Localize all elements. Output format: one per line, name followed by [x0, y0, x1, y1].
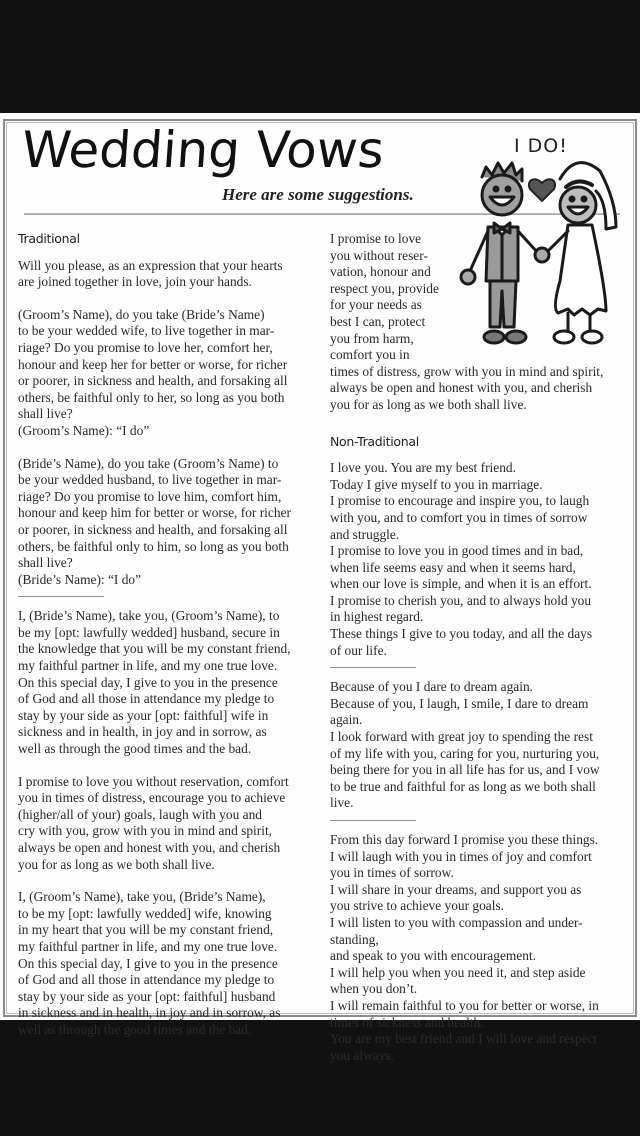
- page-title: Wedding Vows: [19, 121, 386, 179]
- section-separator: [330, 667, 416, 668]
- vow-paragraph: From this day forward I promise you these things. I will laugh with you in times of joy and comfort you in times of sorrow. I will share in your dreams, and support you as you strive to achieve your goals. I will listen to you with compassion and under- standing, and speak to you with encouragement. I will help you when you need it, and step aside when you don’t. I will remain faithful to you for better or worse, in times of sickness and health. You are my best friend and I will love and respect you always.: [330, 832, 599, 1063]
- section-separator: [330, 820, 416, 821]
- vow-paragraph: (Bride’s Name), do you take (Groom’s Name) to be your wedded husband, to live together in mar- riage? Do you promise to love him, comfort him, honour and keep him for better or worse, for richer or poorer, in sickness and health, and forsaking all others, be faithful only to him, so long as you both shall live? (Bride’s Name): “I do”: [18, 455, 291, 587]
- vow-paragraph: I, (Bride’s Name), take you, (Groom’s Name), to be my [opt: lawfully wedded] husband, secure in the knowledge that you will be my constant friend, my faithful partner in life, and my one true love. On this special day, I give to you in the presence of God and all those in attendance my pledge to stay by your side as your [opt: faithful] wife in sickness and in health, in joy and in sorrow, as well as through the good times and the bad.: [18, 608, 291, 757]
- vow-paragraph: Because of you I dare to dream again. Because of you, I laugh, I smile, I dare to dream again. I look forward with great joy to spending the rest of my life with you, caring for you, nurturing you, being there for you in all life has for us, and I vow to be true and faithful for as long as we both shall live.: [330, 679, 600, 811]
- right-column: [330, 231, 626, 1064]
- vows-page: [0, 113, 640, 1063]
- heart-icon: [529, 179, 555, 201]
- vow-paragraph: I, (Groom’s Name), take you, (Bride’s Name), to be my [opt: lawfully wedded] wife, knowing in my heart that you will be my constant friend, my faithful partner in life, and my one true love. On this special day, I give to you in the presence of God and all those in attendance my pledge to stay by your side as your [opt: faithful] husband in sickness and in health, in joy and in sorrow, as well as through the good times and the bad.: [18, 889, 281, 1037]
- vow-paragraph-continued: I promise to love you without reser- vation, honour and respect you, provide for your needs as best I can, protect you from harm, comfort you in times of distress, grow with you in mind and spirit, always be open and honest with you, and cherish you for as long as we both shall live.: [330, 231, 604, 412]
- section-separator: [18, 596, 104, 597]
- vow-paragraph: I promise to love you without reservation, comfort you in times of distress, encourage you to achieve (higher/all of your) goals, laugh with you and cry with you, grow with you in mind and spirit, always be open and honest with you, and cherish you for as long as we both shall live.: [18, 773, 289, 872]
- traditional-column: [18, 231, 324, 1039]
- page-subtitle: Here are some suggestions.: [222, 185, 414, 204]
- vow-paragraph: Will you please, as an expression that your hearts are joined together in love, join your hands.: [18, 257, 283, 290]
- vow-paragraph: (Groom’s Name), do you take (Bride’s Name) to be your wedded wife, to live together in mar- riage? Do you promise to love her, comfort her, honour and keep her for better or worse, for richer or poorer, in sickness and health, and forsaking all others, be faithful only to her, so long as you both shall live? (Groom’s Name): “I do”: [18, 306, 288, 438]
- vow-paragraph: I love you. You are my best friend. Today I give myself to you in marriage. I promise to encourage and inspire you, to laugh with you, and to comfort you in times of sorrow and struggle. I promise to love you in good times and in bad, when life seems easy and when it seems hard, when our love is simple, and when it is an effort. I promise to cherish you, and to always hold you in highest regard. These things I give to you today, and all the days of our life.: [330, 460, 593, 658]
- illustration-caption: I DO!: [514, 135, 568, 157]
- section-heading-traditional: Traditional: [18, 231, 80, 246]
- section-heading-non-traditional: Non-Traditional: [330, 433, 419, 449]
